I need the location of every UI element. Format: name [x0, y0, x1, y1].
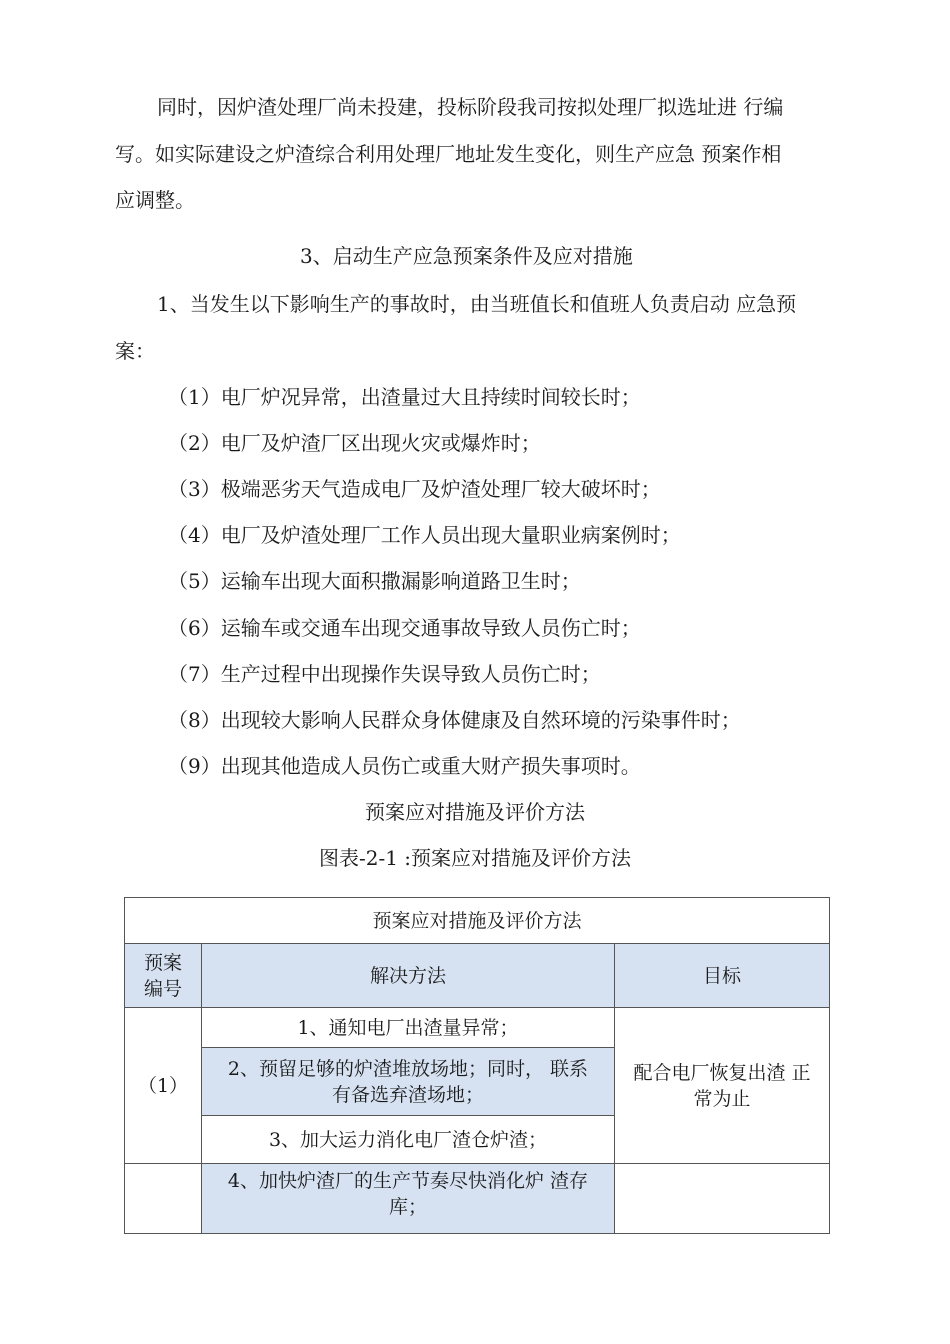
- condition-item: （4）电厂及炉渣处理厂工作人员出现大量职业病案例时；: [168, 523, 681, 547]
- measures-table: [124, 897, 830, 1234]
- goal-cell: [615, 1164, 830, 1234]
- goal-line-2: 常为止: [693, 1087, 751, 1110]
- goal-line-1: 配合电厂恢复出渣 正: [633, 1061, 811, 1084]
- row-plan-no: [125, 1164, 202, 1234]
- condition-item: （2）电厂及炉渣厂区出现火灾或爆炸时；: [168, 431, 541, 455]
- measure-cell-highlighted: [202, 1164, 615, 1234]
- paragraph-1-line-1: 同时，因炉渣处理厂尚未投建，投标阶段我司按拟处理厂拟选址进 行编: [157, 95, 784, 119]
- condition-item: （9）出现其他造成人员伤亡或重大财产损失事项时。: [168, 754, 641, 778]
- paragraph-1-line-2: 写。如实际建设之炉渣综合利用处理厂地址发生变化，则生产应急 预案作相: [115, 142, 782, 166]
- header-goal: 目标: [615, 944, 830, 1008]
- measure-cell-highlighted: [202, 1048, 615, 1116]
- table-section-title: 预案应对措施及评价方法: [365, 800, 585, 824]
- condition-item: （1）电厂炉况异常，出渣量过大且持续时间较长时；: [168, 385, 641, 409]
- measure-4-line-2: 库；: [388, 1196, 427, 1218]
- measure-cell: 3、加大运力消化电厂渣仓炉渣；: [202, 1116, 615, 1164]
- header-plan-no-line-1: 预案: [143, 951, 182, 974]
- header-plan-no-line-2: 编号: [143, 977, 182, 1000]
- paragraph-2-line-1: 1、当发生以下影响生产的事故时，由当班值长和值班人负责启动 应急预: [157, 292, 797, 316]
- table-title: 预案应对措施及评价方法: [125, 898, 830, 944]
- condition-item: （5）运输车出现大面积撒漏影响道路卫生时；: [168, 569, 581, 593]
- condition-item: （8）出现较大影响人民群众身体健康及自然环境的污染事件时；: [168, 708, 741, 732]
- paragraph-2-line-2: 案：: [115, 339, 155, 363]
- header-plan-no: [125, 944, 202, 1008]
- measure-2-line-1: 2、预留足够的炉渣堆放场地；同时， 联系: [227, 1057, 589, 1080]
- condition-item: （7）生产过程中出现操作失误导致人员伤亡时；: [168, 662, 601, 686]
- paragraph-1-line-3: 应调整。: [115, 188, 195, 212]
- condition-item: （6）运输车或交通车出现交通事故导致人员伤亡时；: [168, 616, 641, 640]
- measure-cell: 1、通知电厂出渣量异常；: [202, 1008, 615, 1048]
- section-heading: 3、启动生产应急预案条件及应对措施: [300, 244, 633, 268]
- measure-2-line-2: 有备选弃渣场地；: [331, 1083, 484, 1106]
- header-measures: 解决方法: [202, 944, 615, 1008]
- condition-item: （3）极端恶劣天气造成电厂及炉渣处理厂较大破坏时；: [168, 477, 661, 501]
- row-plan-no: （1）: [125, 1008, 202, 1164]
- measure-4-line-1: 4、加快炉渣厂的生产节奏尽快消化炉 渣存: [227, 1170, 589, 1192]
- table-caption: 图表-2-1 :预案应对措施及评价方法: [318, 846, 632, 870]
- goal-cell: [615, 1008, 830, 1164]
